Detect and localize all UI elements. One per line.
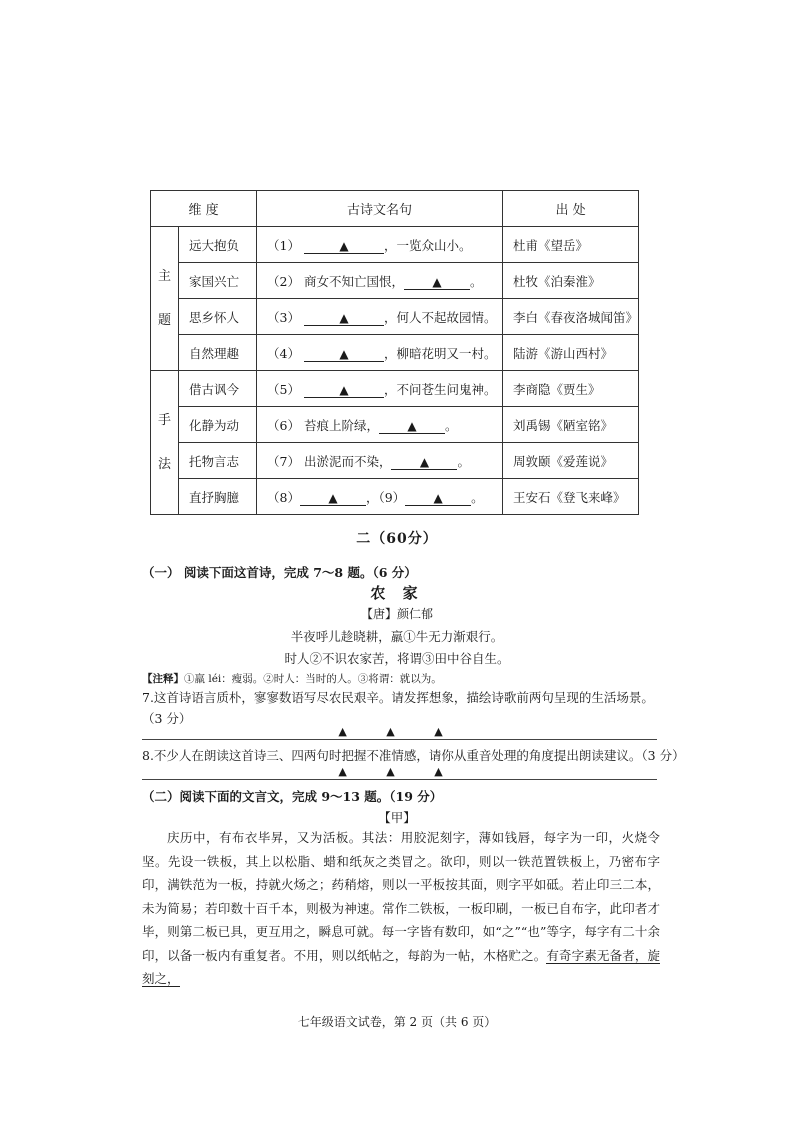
row-dimension: 思乡怀人 xyxy=(179,299,257,335)
table-row xyxy=(151,371,639,407)
answer-line-8[interactable]: ▲ ▲ ▲ xyxy=(142,765,657,780)
answer-blank[interactable]: ▲ xyxy=(304,310,384,326)
table-row xyxy=(151,407,639,443)
row-source: 刘禹锡《陋室铭》 xyxy=(503,407,639,443)
row-source: 王安石《登飞来峰》 xyxy=(503,479,639,515)
row-source: 杜牧《泊秦淮》 xyxy=(503,263,639,299)
answer-blank[interactable]: ▲ xyxy=(405,490,471,506)
row-quote: （4） ▲ ，柳暗花明又一村。 xyxy=(257,335,503,371)
row-source: 陆游《游山西村》 xyxy=(503,335,639,371)
row-dimension: 直抒胸臆 xyxy=(179,479,257,515)
answer-blank[interactable]: ▲ xyxy=(304,238,384,254)
row-source: 周敦颐《爱莲说》 xyxy=(503,443,639,479)
row-dimension: 家国兴亡 xyxy=(179,263,257,299)
row-quote: （3） ▲ ，何人不起故园情。 xyxy=(257,299,503,335)
header-source: 出 处 xyxy=(503,191,639,227)
row-dimension: 远大抱负 xyxy=(179,227,257,263)
row-quote: （6） 苔痕上阶绿， ▲ 。 xyxy=(257,407,503,443)
answer-blank[interactable]: ▲ xyxy=(379,418,445,434)
group-label-technique: 手 法 xyxy=(151,371,179,515)
section-title: 二（60分） xyxy=(356,531,438,547)
header-quote: 古诗文名句 xyxy=(257,191,503,227)
answer-blank[interactable]: ▲ xyxy=(391,454,457,470)
answer-blank[interactable]: ▲ xyxy=(300,490,366,506)
row-dimension: 托物言志 xyxy=(179,443,257,479)
page-footer: 七年级语文试卷，第 2 页（共 6 页） xyxy=(297,1015,497,1029)
row-dimension: 化静为动 xyxy=(179,407,257,443)
classical-passage: 庆历中，有布衣毕昇，又为活板。其法：用胶泥刻字，薄如钱唇，每字为一印，火烧令坚。先设一铁板，其上以松脂、蜡和纸灰之类冒之。欲印，则以一铁范置铁板上，乃密布字印，满铁范为一板，持就火炀之；药稍熔，则以一平板按其面，则字平如砥。若止印三二本，未为简易；若印数十百千本，则极为神速。常作二铁板，一板印刷，一板已自布字，此印者才毕，则第二板已具，更互用之，瞬息可就。每一字皆有数印，如“之”“也”等字，每字有二十余印，以备一板内有重复者。不用，则以纸帖之，每韵为一帖，木格贮之。有奇字素无备者，旋刻之， xyxy=(142,830,660,986)
row-dimension: 自然理趣 xyxy=(179,335,257,371)
answer-line-7[interactable]: ▲ ▲ ▲ xyxy=(142,725,657,740)
poem-line-1: 半夜呼儿趁晓耕，羸①牛无力渐艰行。 xyxy=(290,629,504,644)
row-source: 李商隐《贾生》 xyxy=(503,371,639,407)
row-quote: （7） 出淤泥而不染， ▲ 。 xyxy=(257,443,503,479)
row-dimension: 借古讽今 xyxy=(179,371,257,407)
table-row xyxy=(151,335,639,371)
row-quote: （1） ▲ ，一览众山小。 xyxy=(257,227,503,263)
answer-blank[interactable]: ▲ xyxy=(304,382,384,398)
question-7: 7.这首诗语言质朴，寥寥数语写尽农民艰辛。请发挥想象，描绘诗歌前两句呈现的生活场景。 xyxy=(142,690,654,705)
table-row xyxy=(151,443,639,479)
answer-blank[interactable]: ▲ xyxy=(304,346,384,362)
group-label-theme: 主 题 xyxy=(151,227,179,371)
table-row xyxy=(151,263,639,299)
header-dimension: 维 度 xyxy=(151,191,257,227)
question-7-score: （3 分） xyxy=(142,711,192,726)
table-row xyxy=(151,299,639,335)
row-quote: （8） ▲ ，（9） ▲ 。 xyxy=(257,479,503,515)
poem-notes: 【注释】①羸 léi：瘦弱。②时人：当时的人。③将谓：就以为。 xyxy=(142,673,442,685)
row-quote: （2） 商女不知亡国恨， ▲ 。 xyxy=(257,263,503,299)
underlined-sentence: 有奇字素无备者，旋刻之， xyxy=(142,947,660,986)
table-row xyxy=(151,227,639,263)
row-quote: （5） ▲ ，不问苍生问鬼神。 xyxy=(257,371,503,407)
poem-author: 【唐】颜仁郁 xyxy=(360,607,433,621)
table-header-row xyxy=(151,191,639,227)
row-source: 杜甫《望岳》 xyxy=(503,227,639,263)
part1-intro: （一） 阅读下面这首诗，完成 7～8 题。（6 分） xyxy=(142,565,417,580)
poem-title: 农 家 xyxy=(370,584,424,602)
part2-intro: （二）阅读下面的文言文，完成 9～13 题。（19 分） xyxy=(142,789,443,804)
answer-blank[interactable]: ▲ xyxy=(404,274,470,290)
passage-label-jia: 【甲】 xyxy=(378,810,416,825)
poem-line-2: 时人②不识农家苦，将谓③田中谷自生。 xyxy=(284,651,510,666)
row-source: 李白《春夜洛城闻笛》 xyxy=(503,299,639,335)
question-8: 8.不少人在朗读这首诗三、四两句时把握不准情感，请你从重音处理的角度提出朗读建议。（3 分） xyxy=(142,748,685,763)
poem-quote-table xyxy=(150,190,639,515)
table-row xyxy=(151,479,639,515)
